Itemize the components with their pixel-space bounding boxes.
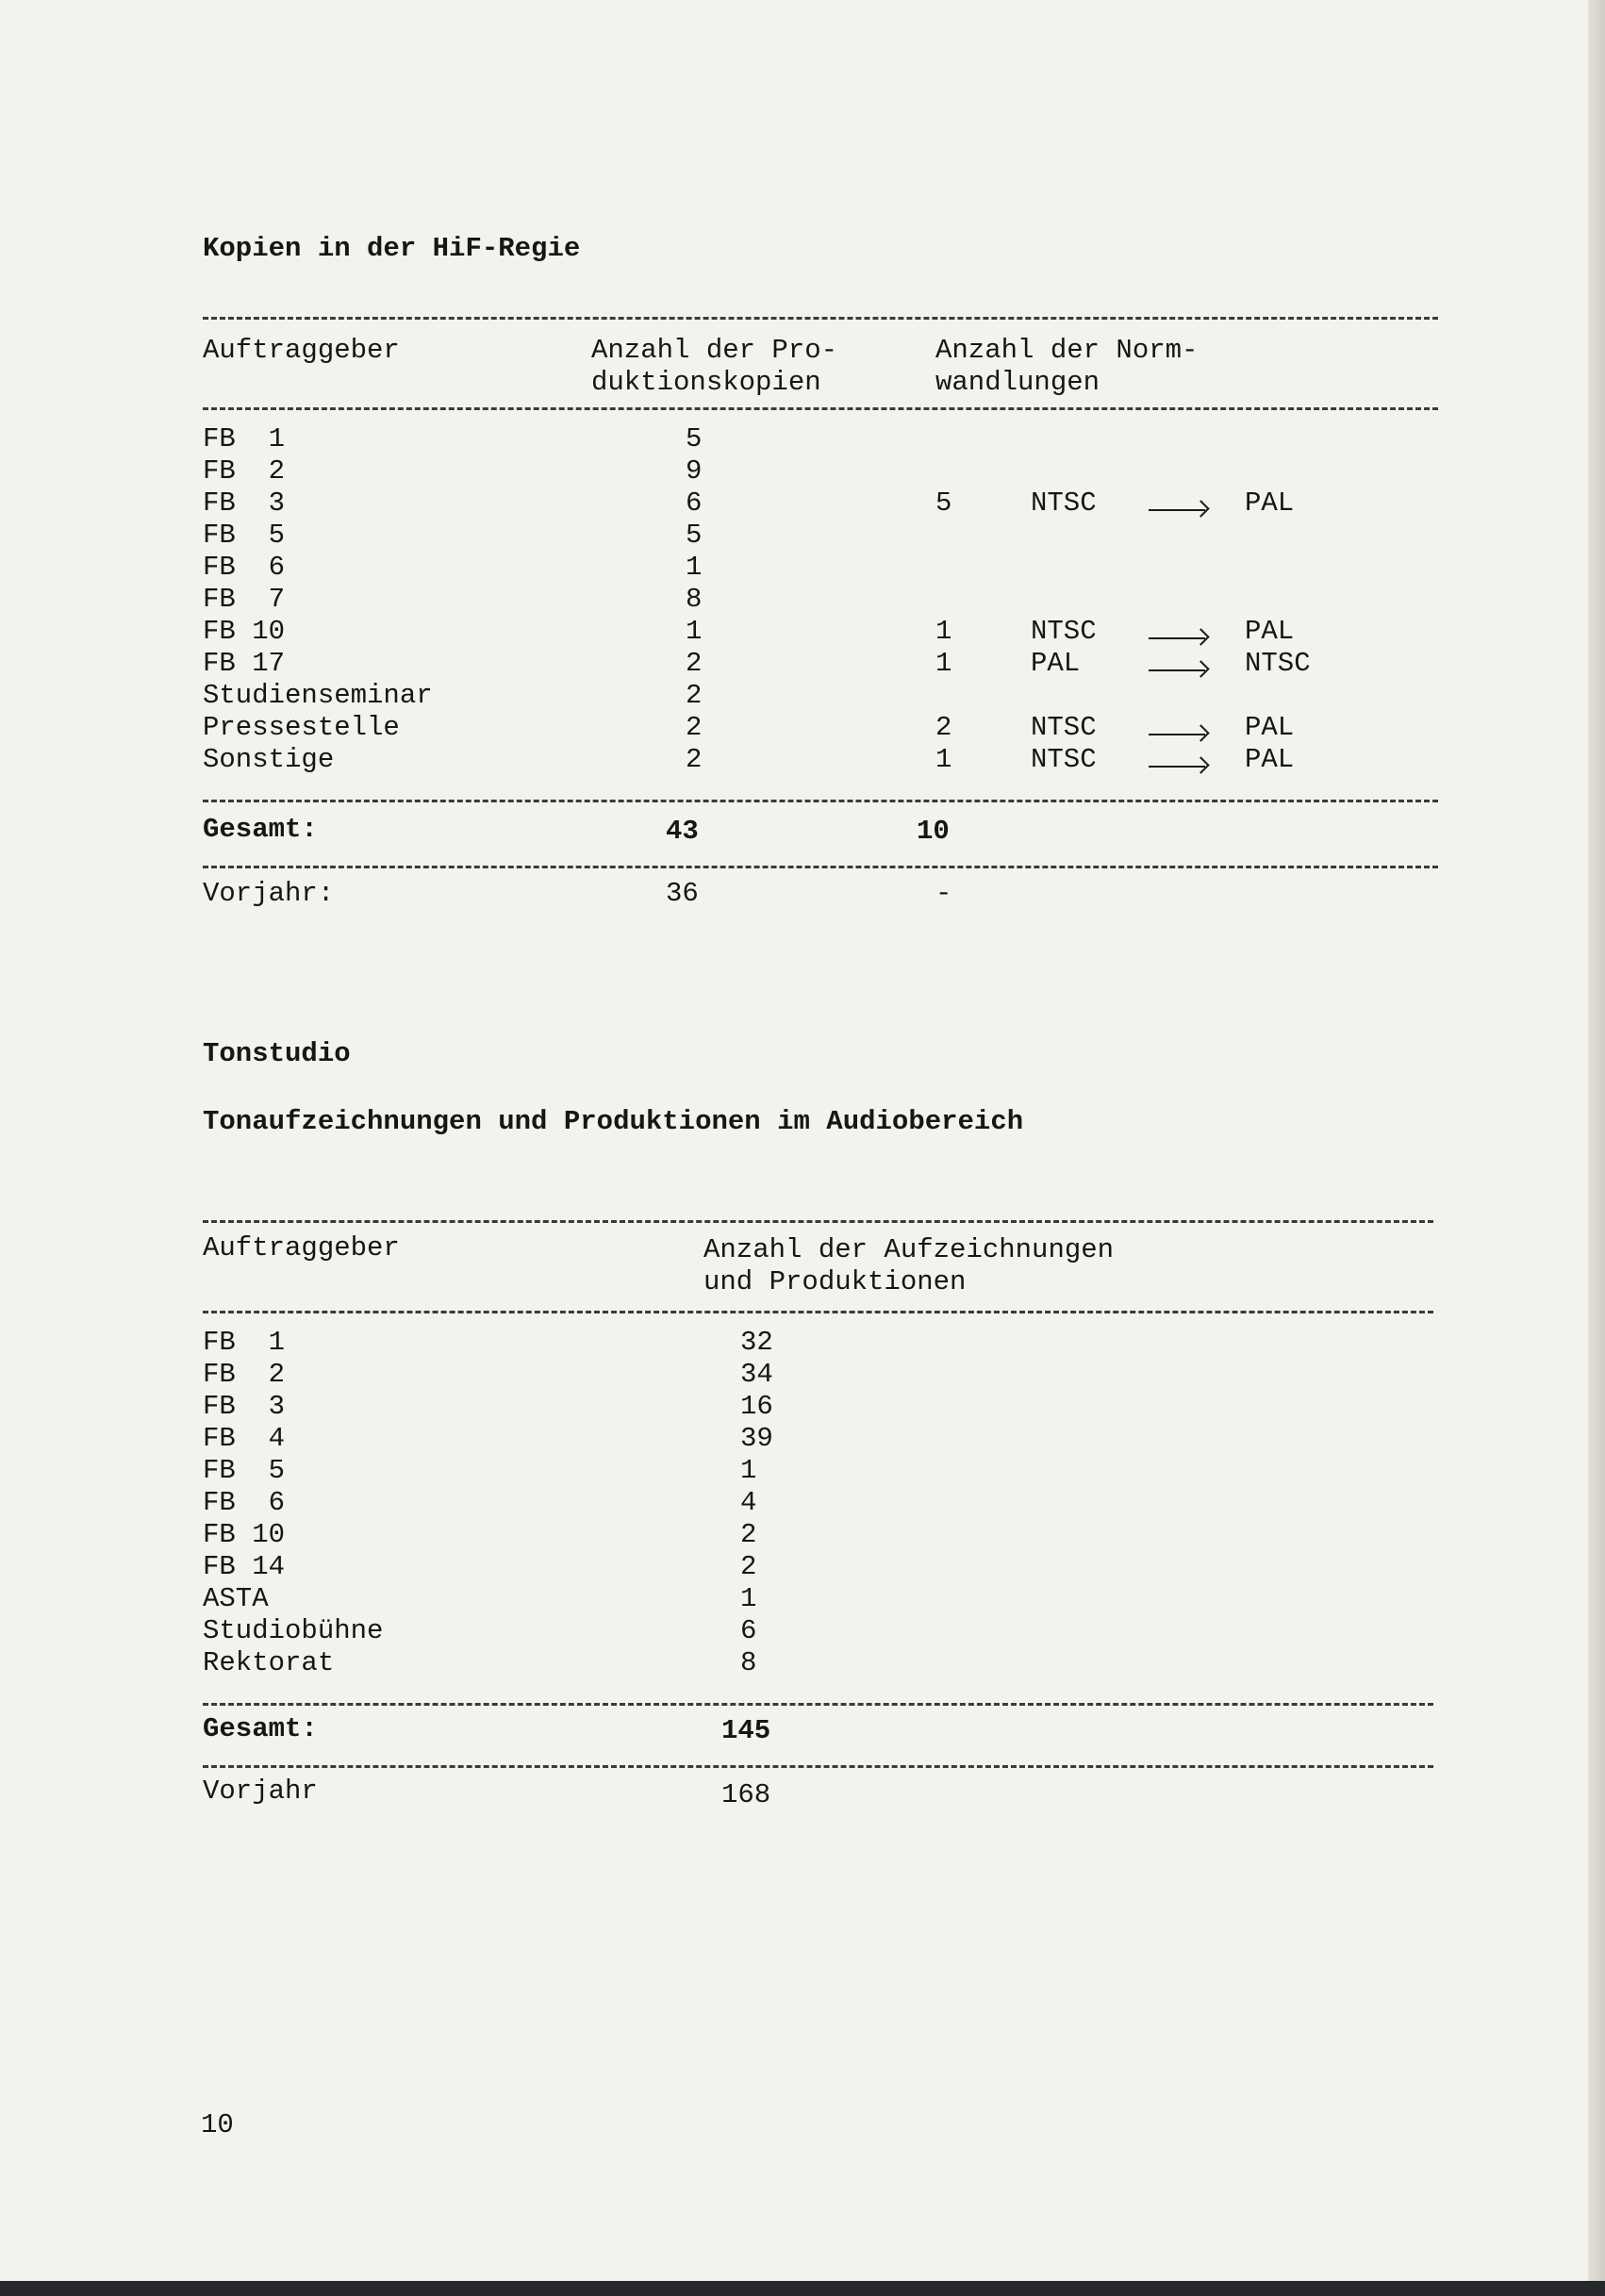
- row-client: FB 7: [203, 584, 286, 615]
- row2-client: Rektorat: [203, 1647, 335, 1678]
- previous2-value: 168: [721, 1779, 771, 1810]
- section2-title: Tonaufzeichnungen und Produktionen im Audiobereich: [203, 1106, 1024, 1137]
- row-copies: 2: [686, 712, 703, 743]
- row-conversion-from: PAL: [1031, 648, 1081, 679]
- row-conversion-from: NTSC: [1031, 712, 1097, 743]
- row2-client: FB 4: [203, 1423, 286, 1454]
- total2-value: 145: [721, 1715, 771, 1746]
- conversion-arrow-icon: [1149, 669, 1205, 671]
- conversion-arrow-icon: [1149, 734, 1205, 735]
- row-client: FB 1: [203, 423, 286, 454]
- row-client: FB 10: [203, 616, 286, 647]
- row2-count: 1: [740, 1583, 757, 1614]
- header2-count-line1: Anzahl der Aufzeichnungen: [703, 1234, 1115, 1265]
- rule2-header: [203, 1311, 1433, 1313]
- previous-year-label: Vorjahr:: [203, 878, 335, 909]
- row2-client: FB 2: [203, 1359, 286, 1390]
- header-conversions-line1: Anzahl der Norm-: [935, 335, 1199, 366]
- row-conversion-to: PAL: [1245, 712, 1295, 743]
- row-client: FB 3: [203, 487, 286, 519]
- total-copies: 43: [666, 816, 699, 847]
- row-client: FB 6: [203, 552, 286, 583]
- row2-client: FB 14: [203, 1551, 286, 1582]
- rule2-before-prev: [203, 1765, 1433, 1768]
- row-copies: 5: [686, 520, 703, 551]
- row-conversion-count: 1: [935, 648, 952, 679]
- row2-client: ASTA: [203, 1583, 269, 1614]
- row-copies: 8: [686, 584, 703, 615]
- row2-count: 2: [740, 1519, 757, 1550]
- rule-before-prev: [203, 866, 1438, 868]
- row-client: FB 5: [203, 520, 286, 551]
- rule2-top: [203, 1220, 1433, 1223]
- row-conversion-count: 1: [935, 744, 952, 775]
- row-copies: 9: [686, 455, 703, 487]
- row-conversion-to: PAL: [1245, 487, 1295, 519]
- header-copies-line1: Anzahl der Pro-: [591, 335, 838, 366]
- rule-top: [203, 317, 1438, 320]
- row2-count: 16: [740, 1391, 773, 1422]
- previous2-label: Vorjahr: [203, 1776, 318, 1807]
- row-copies: 2: [686, 744, 703, 775]
- row-conversion-to: PAL: [1245, 616, 1295, 647]
- row2-count: 39: [740, 1423, 773, 1454]
- row2-client: FB 1: [203, 1327, 286, 1358]
- page-spine-shadow: [1588, 0, 1605, 2296]
- conversion-arrow-icon: [1149, 637, 1205, 639]
- row2-count: 8: [740, 1647, 757, 1678]
- row2-client: FB 3: [203, 1391, 286, 1422]
- row-conversion-count: 5: [935, 487, 952, 519]
- row-conversion-from: NTSC: [1031, 744, 1097, 775]
- row2-count: 34: [740, 1359, 773, 1390]
- conversion-arrow-icon: [1149, 766, 1205, 768]
- row2-count: 6: [740, 1615, 757, 1646]
- scan-bottom-edge: [0, 2281, 1605, 2296]
- row-copies: 2: [686, 680, 703, 711]
- row2-count: 4: [740, 1487, 757, 1518]
- total-label: Gesamt:: [203, 814, 318, 845]
- row2-count: 2: [740, 1551, 757, 1582]
- row2-client: FB 6: [203, 1487, 286, 1518]
- header2-client: Auftraggeber: [203, 1232, 400, 1264]
- row-copies: 6: [686, 487, 703, 519]
- row2-client: Studiobühne: [203, 1615, 384, 1646]
- header-copies-line2: duktionskopien: [591, 367, 821, 398]
- row-client: Studienseminar: [203, 680, 433, 711]
- row-copies: 1: [686, 552, 703, 583]
- header-client: Auftraggeber: [203, 335, 400, 366]
- total2-label: Gesamt:: [203, 1713, 318, 1744]
- header-conversions-line2: wandlungen: [935, 367, 1100, 398]
- row-client: FB 2: [203, 455, 286, 487]
- header2-count-line2: und Produktionen: [703, 1266, 967, 1297]
- row2-count: 1: [740, 1455, 757, 1486]
- row-client: FB 17: [203, 648, 286, 679]
- row-conversion-to: NTSC: [1245, 648, 1311, 679]
- row-copies: 2: [686, 648, 703, 679]
- previous-year-conversions: -: [935, 878, 952, 909]
- row-conversion-from: NTSC: [1031, 616, 1097, 647]
- conversion-arrow-icon: [1149, 509, 1205, 511]
- row2-count: 32: [740, 1327, 773, 1358]
- row-client: Sonstige: [203, 744, 335, 775]
- section2-heading: Tonstudio: [203, 1038, 351, 1069]
- total-conversions: 10: [917, 816, 950, 847]
- row-client: Pressestelle: [203, 712, 400, 743]
- row-conversion-count: 2: [935, 712, 952, 743]
- row-copies: 5: [686, 423, 703, 454]
- row-copies: 1: [686, 616, 703, 647]
- previous-year-copies: 36: [666, 878, 699, 909]
- row-conversion-to: PAL: [1245, 744, 1295, 775]
- rule-before-total: [203, 800, 1438, 802]
- rule2-before-total: [203, 1703, 1433, 1706]
- page-number: 10: [201, 2109, 234, 2140]
- row2-client: FB 10: [203, 1519, 286, 1550]
- row2-client: FB 5: [203, 1455, 286, 1486]
- row-conversion-from: NTSC: [1031, 487, 1097, 519]
- section1-title: Kopien in der HiF-Regie: [203, 233, 581, 264]
- rule-header: [203, 407, 1438, 410]
- row-conversion-count: 1: [935, 616, 952, 647]
